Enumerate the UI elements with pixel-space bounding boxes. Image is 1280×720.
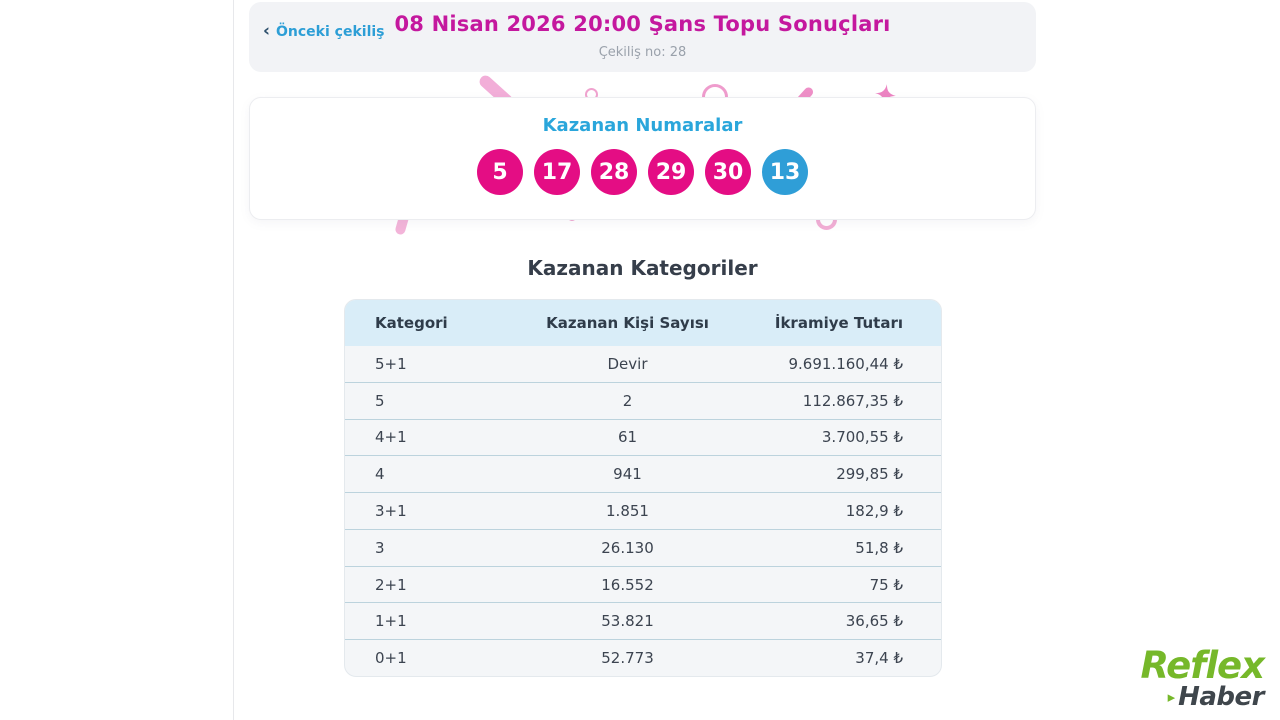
category-cell: 3 — [375, 538, 385, 557]
table-row — [345, 382, 941, 419]
winning-numbers-card — [249, 97, 1036, 220]
winners-cell: 61 — [617, 428, 638, 447]
table-row — [345, 529, 941, 566]
table-row — [345, 492, 941, 529]
column-header-prize: İkramiye Tutarı — [774, 314, 903, 332]
category-cell: 2+1 — [375, 575, 407, 594]
site-logo — [1140, 643, 1264, 712]
logo-bullet-icon: ▸ — [1167, 688, 1176, 706]
prize-cell: 9.691.160,44 ₺ — [788, 354, 903, 373]
lottery-ball: 30 — [705, 149, 751, 195]
column-header-winners: Kazanan Kişi Sayısı — [546, 314, 709, 332]
prize-cell: 36,65 ₺ — [845, 612, 903, 631]
prize-cell: 112.867,35 ₺ — [802, 391, 903, 410]
winners-cell: 53.821 — [601, 612, 654, 631]
table-header-row — [345, 300, 941, 346]
winning-numbers-row — [477, 149, 808, 195]
prize-cell: 299,85 ₺ — [836, 465, 903, 484]
chevron-left-icon: ‹ — [263, 20, 271, 41]
table-row — [345, 639, 941, 676]
category-cell: 5+1 — [375, 354, 407, 373]
category-cell: 0+1 — [375, 649, 407, 668]
winners-cell: 16.552 — [601, 575, 654, 594]
previous-draw-label: Önceki çekiliş — [276, 24, 385, 40]
table-row — [345, 602, 941, 639]
categories-heading: Kazanan Kategoriler — [527, 256, 758, 280]
prize-cell: 51,8 ₺ — [855, 538, 903, 557]
winners-cell: 941 — [613, 465, 642, 484]
table-row — [345, 346, 941, 382]
table-row — [345, 455, 941, 492]
logo-haber-text: Haber — [1178, 682, 1264, 712]
prize-cell: 75 ₺ — [869, 575, 903, 594]
lottery-ball: 28 — [591, 149, 637, 195]
winners-cell: Devir — [607, 354, 648, 373]
lottery-ball: 5 — [477, 149, 523, 195]
table-row — [345, 419, 941, 456]
prize-cell: 37,4 ₺ — [855, 649, 903, 668]
draw-number: Çekiliş no: 28 — [598, 45, 687, 60]
categories-table — [344, 299, 942, 677]
category-cell: 4+1 — [375, 428, 407, 447]
category-cell: 4 — [375, 465, 385, 484]
lottery-ball: 17 — [534, 149, 580, 195]
winners-cell: 2 — [622, 391, 633, 410]
draw-header-card — [249, 2, 1036, 72]
category-cell: 1+1 — [375, 612, 407, 631]
lottery-ball: 29 — [648, 149, 694, 195]
left-column-divider — [233, 0, 234, 720]
logo-reflex-text: Reflex — [1140, 643, 1264, 687]
column-header-category: Kategori — [375, 314, 448, 332]
lottery-ball: 13 — [762, 149, 808, 195]
page-title: 08 Nisan 2026 20:00 Şans Topu Sonuçları — [394, 12, 891, 36]
category-cell: 5 — [375, 391, 385, 410]
winners-cell: 26.130 — [601, 538, 654, 557]
category-cell: 3+1 — [375, 502, 407, 521]
table-row — [345, 566, 941, 603]
prize-cell: 3.700,55 ₺ — [821, 428, 903, 447]
winning-numbers-heading: Kazanan Numaralar — [542, 115, 743, 136]
winners-cell: 52.773 — [601, 649, 654, 668]
winners-cell: 1.851 — [606, 502, 649, 521]
category-table-body — [345, 346, 941, 676]
prize-cell: 182,9 ₺ — [845, 502, 903, 521]
